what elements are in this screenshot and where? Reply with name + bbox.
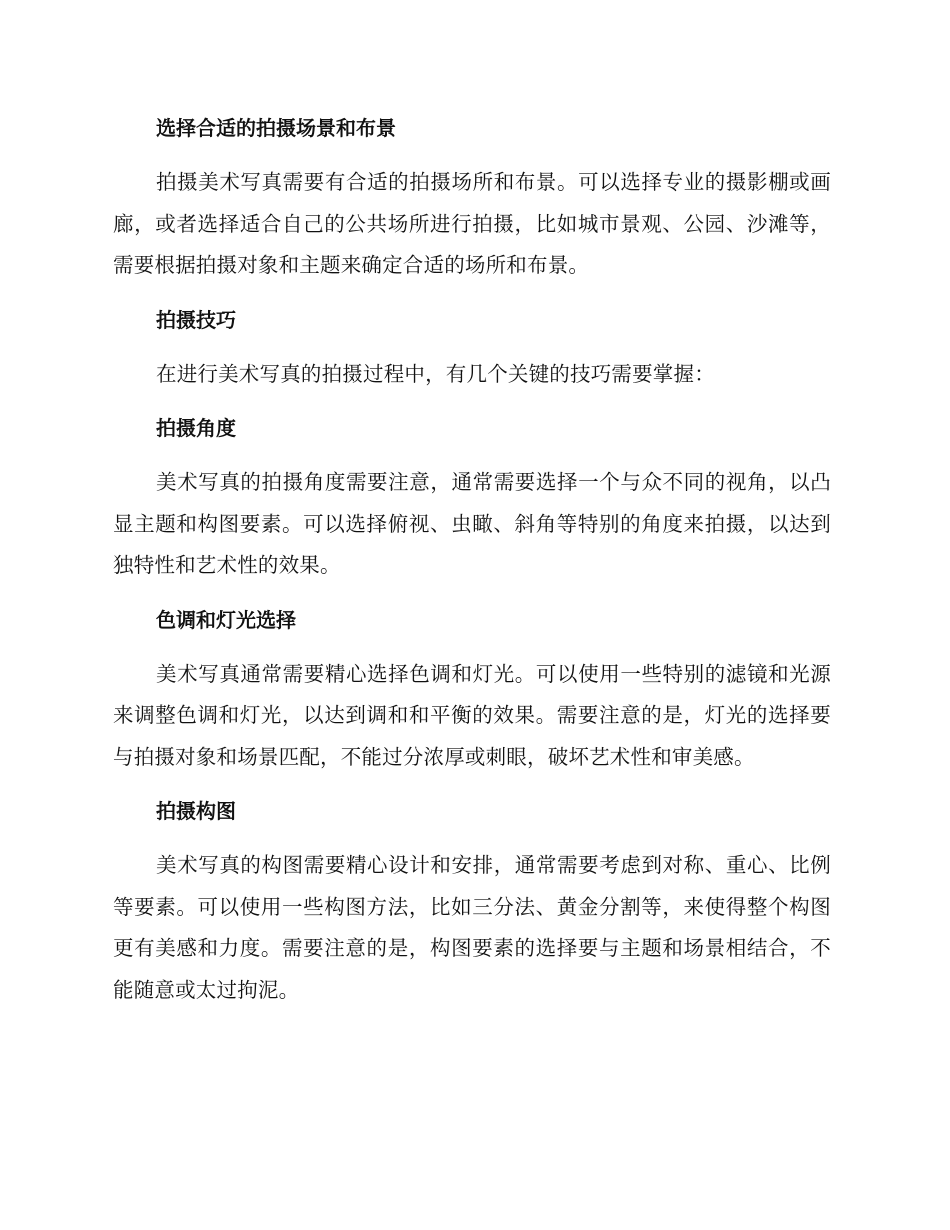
paragraph-composition: 美术写真的构图需要精心设计和安排，通常需要考虑到对称、重心、比例等要素。可以使用一些构图方法，比如三分法、黄金分割等，来使得整个构图更有美感和力度。需要注意的是，构图要素的选择要与主题和场景相结合，不能随意或太过拘泥。: [113, 853, 831, 1002]
paragraph-techniques-intro: 在进行美术写真的拍摄过程中，有几个关键的技巧需要掌握：: [156, 361, 715, 386]
paragraph-tone-lighting: 美术写真通常需要精心选择色调和灯光。可以使用一些特别的滤镜和光源来调整色调和灯光，以达到调和和平衡的效果。需要注意的是，灯光的选择要与拍摄对象和场景匹配，不能过分浓厚或刺眼，破坏艺术性和审美感。: [113, 661, 831, 769]
section-heading-composition: 拍摄构图: [156, 799, 236, 823]
document-body: [113, 108, 831, 1024]
paragraph-scene: 拍摄美术写真需要有合适的拍摄场所和布景。可以选择专业的摄影棚或画廊，或者选择适合自己的公共场所进行拍摄，比如城市景观、公园、沙滩等，需要根据拍摄对象和主题来确定合适的场所和布景。: [113, 170, 831, 277]
section-heading-tone-lighting: 色调和灯光选择: [156, 607, 296, 632]
section-heading-techniques: 拍摄技巧: [156, 307, 236, 332]
section-heading-scene: 选择合适的拍摄场景和布景: [156, 116, 396, 140]
paragraph-angle: 美术写真的拍摄角度需要注意，通常需要选择一个与众不同的视角，以凸显主题和构图要素。可以选择俯视、虫瞰、斜角等特别的角度来拍摄，以达到独特性和艺术性的效果。: [113, 470, 831, 577]
section-heading-angle: 拍摄角度: [156, 416, 236, 440]
